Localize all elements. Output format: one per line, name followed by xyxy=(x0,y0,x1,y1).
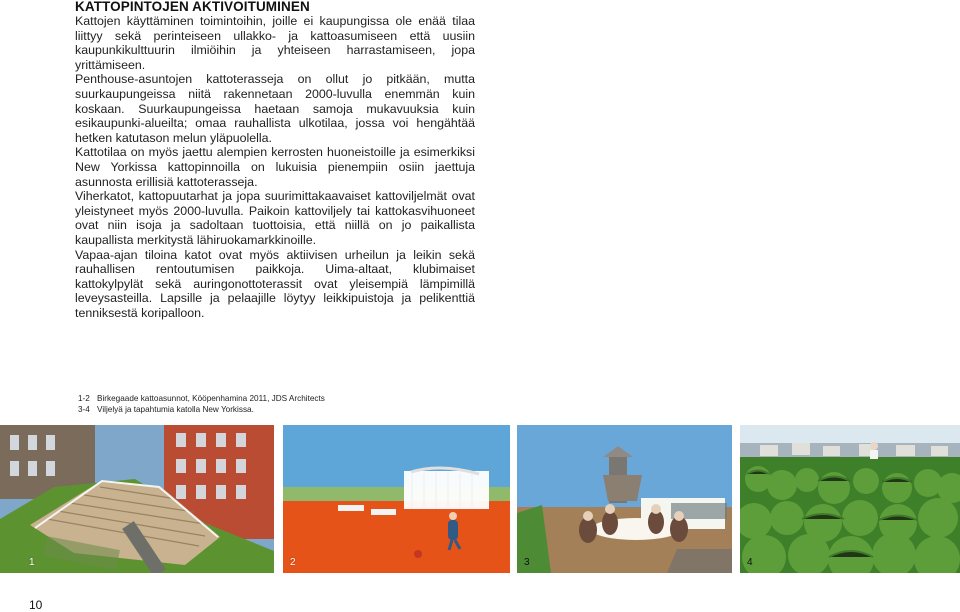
wooden-terrace-rooftop-illustration xyxy=(0,425,274,573)
paragraph-green-roofs: Viherkatot, kattopuutarhat ja jopa suurimittakaavaiset kattoviljelmät ovat yleistyneet myös 2000-luvulla. Paikoin kattoviljely tai kattokasvihuoneet ovat niin isoja ja sadoltaan tuottoisia, että niillä on jo paikallista kaupallista merkitystä lähiruokamarkkinoille. xyxy=(75,189,475,247)
caption-1-2 xyxy=(78,394,498,405)
article-title: KATTOPINTOJEN AKTIVOITUMINEN xyxy=(75,0,310,14)
paragraph-intro: Kattojen käyttäminen toimintoihin, joille ei kaupungissa ole enää tilaa liittyy sekä perinteiseen ullakko- ja kattoasumiseen että uusiin kaupunkikulttuurin ilmiöihin ja yhteiseen harrastamiseen, jopa yrittämiseen. xyxy=(75,14,475,72)
image-captions xyxy=(78,394,498,415)
orange-playground-rooftop-illustration xyxy=(283,425,510,573)
rooftop-dining-event-illustration xyxy=(517,425,732,573)
photo-number-label: 4 xyxy=(747,557,753,568)
caption-number: 3-4 xyxy=(78,404,90,414)
article xyxy=(75,0,475,320)
caption-text: Viljelyä ja tapahtumia katolla New Yorkissa. xyxy=(97,404,254,414)
photo-number-label: 1 xyxy=(29,557,35,568)
wooden-terrace-rooftop-photo xyxy=(0,425,274,573)
rooftop-kale-farm-illustration xyxy=(740,425,960,573)
paragraph-penthouse: Penthouse-asuntojen kattoterasseja on ollut jo pitkään, mutta suurkaupungeissa niitä rakennetaan 2000-luvulla enemmän kuin koskaan. Suurkaupungeissa haetaan samoja mukavuuksia kuin esikaupunki-alueilta; omaa rauhallista ulkotilaa, jossa voi hengähtää hetken katutason melun yläpuolella. xyxy=(75,72,475,145)
paragraph-leisure: Vapaa-ajan tiloina katot ovat myös aktiivisen urheilun ja leikin sekä rauhallisen rentoutumisen paikkoja. Uima-altaat, klubimaiset kattokylpylät sekä auringonottoterassit ovat yleisempiä lämpimillä leveysasteilla. Lapsille ja pelaajille löytyy leikkipuistoja ja pelikenttiä tenniksestä koripalloon. xyxy=(75,247,475,320)
rooftop-dining-event-photo xyxy=(517,425,732,573)
rooftop-kale-farm-photo xyxy=(740,425,960,573)
caption-number: 1-2 xyxy=(78,394,90,403)
orange-playground-rooftop-photo xyxy=(283,425,510,573)
page-number: 10 xyxy=(29,598,43,612)
caption-3-4 xyxy=(78,405,498,416)
photo-number-label: 2 xyxy=(290,557,296,568)
caption-text: Birkegaade kattoasunnot, Kööpenhamina 2011, JDS Architects xyxy=(97,394,325,403)
paragraph-shared-roof: Kattotilaa on myös jaettu alempien kerrosten huoneistoille ja esimerkiksi New Yorkissa kattopinnoilla on lukuisia pienempiin osiin jaettuja asunnosta erillisiä kattoterasseja. xyxy=(75,145,475,189)
photo-number-label: 3 xyxy=(524,557,530,568)
